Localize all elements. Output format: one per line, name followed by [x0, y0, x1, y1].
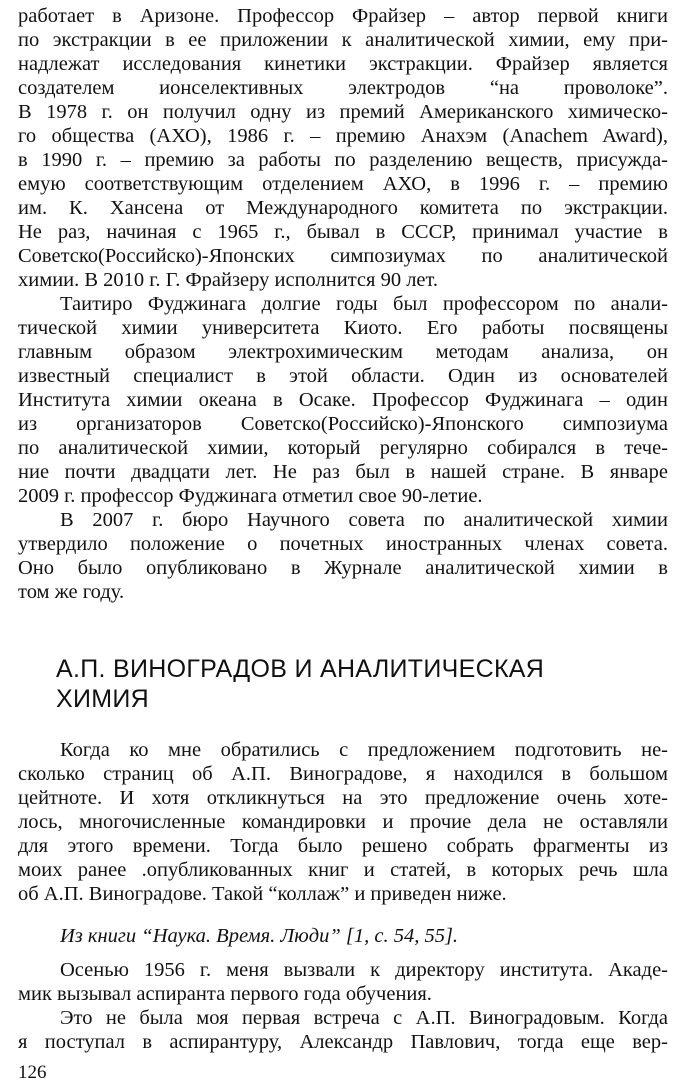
text-line: главным образом электрохимическим методам анализа, он [18, 341, 668, 363]
text-line: моих ранее .опубликованных книг и статей, в которых речь шла [18, 859, 668, 881]
text-line: об А.П. Виноградове. Такой “коллаж” и приведен ниже. [18, 883, 507, 905]
text-line: Советско(Российско)-Японских симпозиумах по аналитической [18, 245, 668, 267]
text-line: я поступал в аспирантуру, Александр Павлович, тогда еще вер- [18, 1031, 668, 1053]
text-line: известный специалист в этой области. Один из основателей [18, 365, 668, 387]
text-line: Это не была моя первая встреча с А.П. Виноградовым. Когда [60, 1007, 668, 1029]
page-number: 126 [18, 1062, 47, 1083]
text-line: ние почти двадцати лет. Не раз был в нашей стране. В январе [18, 461, 668, 483]
text-line: тической химии университета Киото. Его работы посвящены [18, 317, 668, 339]
text-line: работает в Аризоне. Профессор Фрайзер – автор первой книги [18, 5, 668, 27]
section-heading: ХИМИЯ [56, 685, 149, 713]
text-line: емую соответствующим отделением АХО, в 1996 г. – премию [18, 173, 668, 195]
text-line: создателем ионселективных электродов “на проволоке”. [18, 77, 668, 99]
text-line: Оно было опубликовано в Журнале аналитической химии в [18, 557, 668, 579]
section-heading: А.П. ВИНОГРАДОВ И АНАЛИТИЧЕСКАЯ [56, 655, 545, 683]
text-line: В 1978 г. он получил одну из премий Американского химическо- [18, 101, 668, 123]
text-line: Не раз, начиная с 1965 г., бывал в СССР, принимал участие в [18, 221, 668, 243]
text-line: в 1990 г. – премию за работы по разделению веществ, присужда- [18, 149, 668, 171]
text-line: сколько страниц об А.П. Виноградове, я находился в большом [18, 763, 668, 785]
text-line: лось, многочисленные командировки и прочие дела не оставляли [18, 811, 668, 833]
text-line: Когда ко мне обратились с предложением подготовить не- [60, 739, 668, 761]
text-line: химии. В 2010 г. Г. Фрайзеру исполнится 90 лет. [18, 269, 439, 291]
text-line: цейтноте. И хотя откликнуться на это предложение очень хоте- [18, 787, 668, 809]
source-citation: Из книги “Наука. Время. Люди” [1, с. 54, 55]. [60, 925, 459, 947]
text-line: надлежат исследования кинетики экстракции. Фрайзер является [18, 53, 668, 75]
text-line: Института химии океана в Осаке. Профессор Фуджинага – один [18, 389, 668, 411]
text-line: по экстракции в ее приложении к аналитической химии, ему при- [18, 29, 668, 51]
text-line: мик вызывал аспиранта первого года обучения. [18, 983, 432, 1005]
text-line: им. К. Хансена от Международного комитета по экстракции. [18, 197, 668, 219]
text-line: го общества (АХО), 1986 г. – премию Анахэм (Anachem Award), [18, 125, 668, 147]
text-line: том же году. [18, 581, 125, 603]
text-line: В 2007 г. бюро Научного совета по аналитической химии [60, 509, 668, 531]
text-line: Таитиро Фуджинага долгие годы был профессором по анали- [60, 293, 668, 315]
text-line: утвердило положение о почетных иностранных членах совета. [18, 533, 668, 555]
text-line: из организаторов Советско(Российско)-Японского симпозиума [18, 413, 668, 435]
text-line: 2009 г. профессор Фуджинага отметил свое 90-летие. [18, 485, 483, 507]
text-line: по аналитической химии, который регулярно собирался в тече- [18, 437, 668, 459]
text-line: Осенью 1956 г. меня вызвали к директору института. Акаде- [60, 959, 668, 981]
text-line: для этого времени. Тогда было решено собрать фрагменты из [18, 835, 668, 857]
